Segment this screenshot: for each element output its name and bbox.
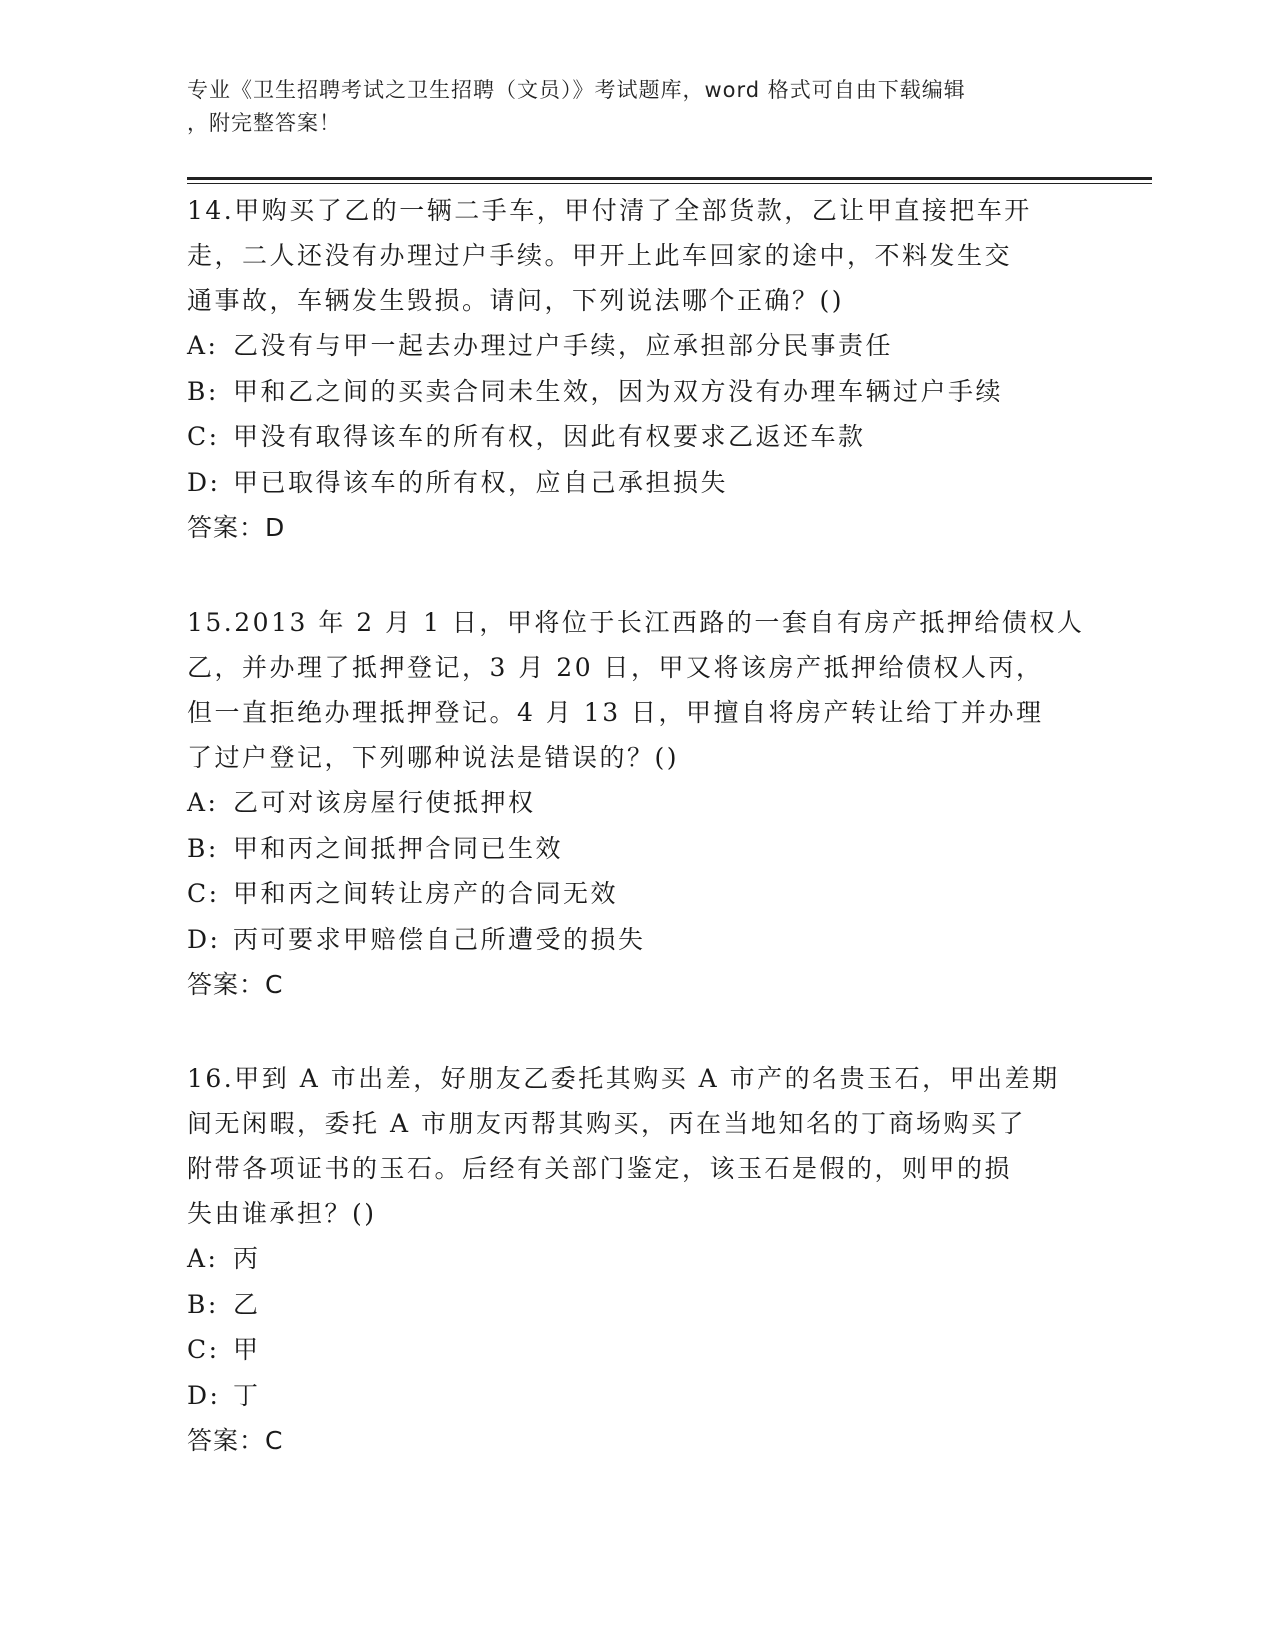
question-14	[187, 188, 1117, 550]
answer-line: 答案：C	[187, 1426, 284, 1455]
answer-line: 答案：C	[187, 970, 284, 999]
option-letter: A:	[187, 788, 219, 817]
option-text: 甲已取得该车的所有权，应自己承担损失	[233, 467, 729, 497]
question-stem-line: 但一直拒绝办理抵押登记。4 月 13 日，甲擅自将房产转让给丁并办理	[187, 698, 1044, 727]
option-letter: C:	[187, 879, 220, 908]
option-c	[187, 871, 1117, 917]
option-text: 甲	[233, 1335, 261, 1364]
question-16	[187, 1056, 1117, 1463]
option-b	[187, 1282, 1117, 1328]
document-header	[187, 74, 1087, 140]
answer-line: 答案：D	[187, 513, 286, 542]
question-stem-line: 走，二人还没有办理过户手续。甲开上此车回家的途中，不料发生交	[187, 241, 1013, 270]
question-stem-line: 16.甲到 A 市出差，好朋友乙委托其购买 A 市产的名贵玉石，甲出差期	[187, 1064, 1060, 1093]
option-letter: C:	[187, 1335, 220, 1364]
question-stem-line: 间无闲暇，委托 A 市朋友丙帮其购买，丙在当地知名的丁商场购买了	[187, 1109, 1026, 1138]
option-letter: A:	[187, 331, 219, 360]
option-letter: C:	[187, 422, 220, 451]
option-letter: B:	[187, 833, 219, 863]
option-letter: B:	[187, 376, 219, 406]
option-letter: D:	[187, 1380, 221, 1410]
option-c	[187, 1327, 1117, 1373]
option-letter: D:	[187, 924, 221, 954]
question-stem-line: 14.甲购买了乙的一辆二手车，甲付清了全部货款，乙让甲直接把车开	[187, 196, 1032, 225]
option-b	[187, 826, 1117, 872]
question-stem-line: 了过户登记，下列哪种说法是错误的？()	[187, 743, 680, 772]
option-text: 乙可对该房屋行使抵押权	[233, 788, 536, 817]
option-text: 甲没有取得该车的所有权，因此有权要求乙返还车款	[233, 422, 866, 451]
option-text: 丙	[233, 1244, 261, 1273]
question-stem-line: 乙，并办理了抵押登记，3 月 20 日，甲又将该房产抵押给债权人丙，	[187, 653, 1044, 682]
question-stem-line: 15.2013 年 2 月 1 日，甲将位于长江西路的一套自有房产抵押给债权人	[187, 608, 1085, 637]
option-c	[187, 414, 1117, 460]
option-text: 甲和丙之间抵押合同已生效	[233, 833, 564, 863]
option-text: 乙	[233, 1289, 261, 1319]
header-line-1: 专业《卫生招聘考试之卫生招聘（文员）》考试题库，word 格式可自由下载编辑	[187, 78, 966, 102]
header-divider-thin	[187, 183, 1152, 184]
header-line-2: ，附完整答案！	[187, 111, 341, 135]
option-text: 乙没有与甲一起去办理过户手续，应承担部分民事责任	[233, 331, 894, 360]
option-text: 丙可要求甲赔偿自己所遭受的损失	[233, 924, 646, 954]
option-b	[187, 369, 1117, 415]
option-d	[187, 917, 1117, 963]
option-a	[187, 780, 1117, 826]
option-text: 甲和乙之间的买卖合同未生效，因为双方没有办理车辆过户手续	[233, 376, 1004, 406]
option-a	[187, 323, 1117, 369]
option-text: 甲和丙之间转让房产的合同无效	[233, 879, 619, 908]
header-divider-thick	[187, 177, 1152, 180]
option-d	[187, 1373, 1117, 1419]
question-15	[187, 600, 1117, 1007]
option-letter: B:	[187, 1289, 219, 1319]
option-d	[187, 460, 1117, 506]
option-letter: A:	[187, 1244, 219, 1273]
option-a	[187, 1236, 1117, 1282]
question-stem-line: 失由谁承担？()	[187, 1199, 377, 1228]
question-stem-line: 附带各项证书的玉石。后经有关部门鉴定，该玉石是假的，则甲的损	[187, 1154, 1013, 1183]
option-text: 丁	[233, 1380, 261, 1410]
option-letter: D:	[187, 467, 221, 497]
question-stem-line: 通事故，车辆发生毁损。请问，下列说法哪个正确？()	[187, 286, 845, 315]
